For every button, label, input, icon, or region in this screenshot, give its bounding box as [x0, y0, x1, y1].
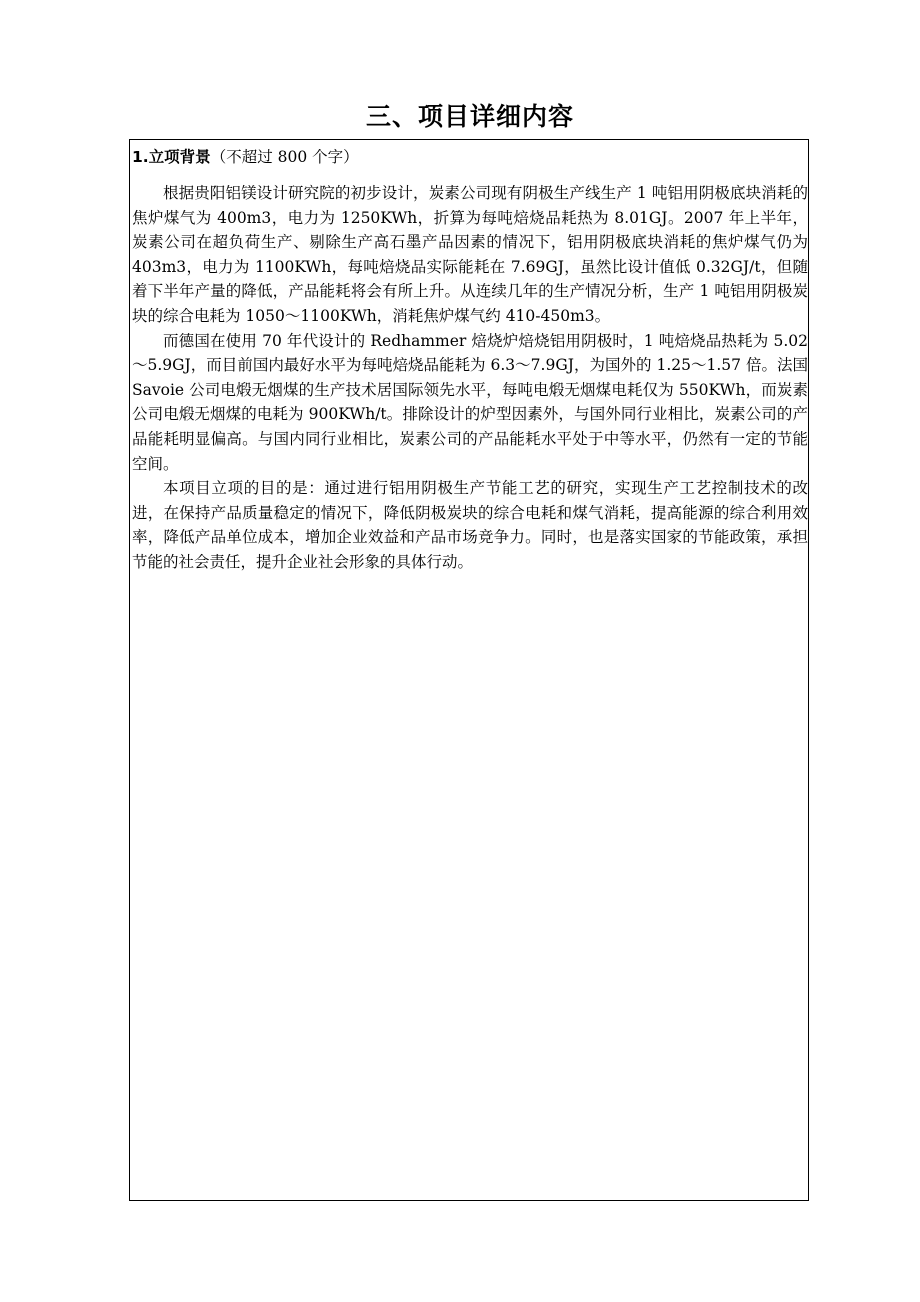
body-paragraph: 根据贵阳铝镁设计研究院的初步设计，炭素公司现有阴极生产线生产 1 吨铝用阴极底块消耗的焦炉煤气为 400m3，电力为 1250KWh，折算为每吨焙烧品耗热为 8.01GJ。2007 年上半年，炭素公司在超负荷生产、剔除生产高石墨产品因素的情况下，铝用阴极底块消耗的焦炉煤气仍为 403m3，电力为 1100KWh，每吨焙烧品实际能耗在 7.69GJ，虽然比设计值低 0.32GJ/t，但随着下半年产量的降低，产品能耗将会有所上升。从连续几年的生产情况分析，生产 1 吨铝用阴极炭块的综合电耗为 1050～1100KWh，消耗焦炉煤气约 410-450m3。 [132, 184, 808, 325]
section-body [132, 181, 808, 575]
page-title: 三、项目详细内容 [365, 102, 574, 131]
body-paragraph: 而德国在使用 70 年代设计的 Redhammer 焙烧炉焙烧铝用阴极时，1 吨焙烧品热耗为 5.02～5.9GJ，而目前国内最好水平为每吨焙烧品能耗为 6.3～7.9GJ，为国外的 1.25～1.57 倍。法国 Savoie 公司电煅无烟煤的生产技术居国际领先水平，每吨电煅无烟煤电耗仅为 550KWh，而炭素公司电煅无烟煤的电耗为 900KWh/t。排除设计的炉型因素外，与国外同行业相比，炭素公司的产品能耗明显偏高。与国内同行业相比，炭素公司的产品能耗水平处于中等水平，仍然有一定的节能空间。 [132, 331, 808, 473]
body-paragraph: 本项目立项的目的是：通过进行铝用阴极生产节能工艺的研究，实现生产工艺控制技术的改进，在保持产品质量稳定的情况下，降低阴极炭块的综合电耗和煤气消耗，提高能源的综合利用效率，降低产品单位成本，增加企业效益和产品市场竞争力。同时，也是落实国家的节能政策，承担节能的社会责任，提升企业社会形象的具体行动。 [132, 479, 808, 571]
section-heading [132, 145, 359, 169]
section-heading-label: 1.立项背景 [132, 148, 211, 166]
section-heading-note: （不超过 800 个字） [210, 148, 359, 166]
content-table-cell [129, 139, 809, 1201]
